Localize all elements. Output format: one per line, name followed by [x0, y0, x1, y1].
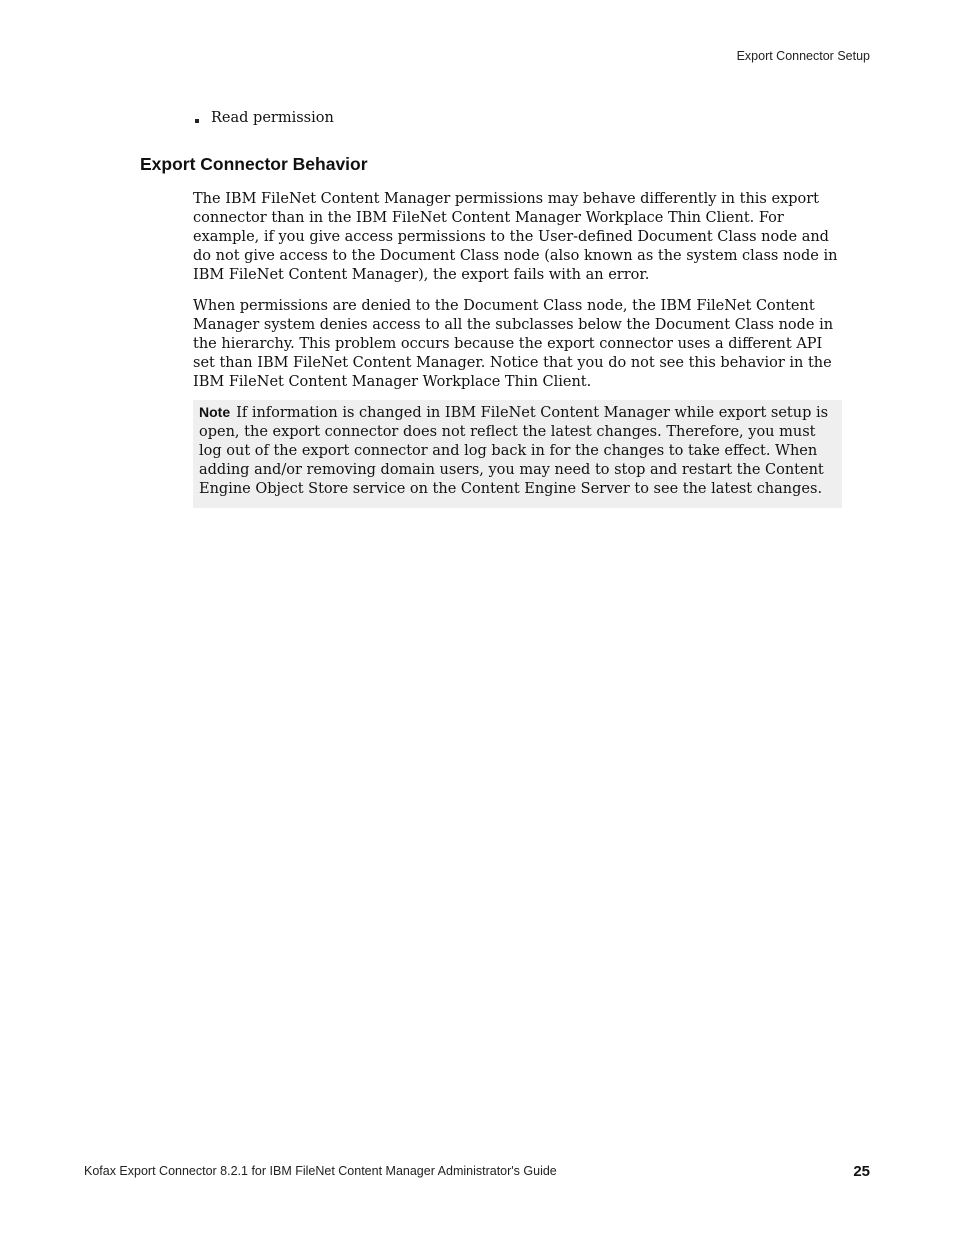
- bullet-square-icon: [195, 119, 199, 123]
- list-item-text: Read permission: [211, 110, 334, 126]
- note-label: Note: [199, 404, 231, 420]
- footer-document-title: Kofax Export Connector 8.2.1 for IBM FileNet Content Manager Administrator's Guide: [84, 1164, 557, 1178]
- paragraph-permissions-behavior: The IBM FileNet Content Manager permissions may behave differently in this export connector than in the IBM FileNet Content Manager Workplace Thin Client. For example, if you give access permissions to the User-defined Document Class node and do not give access to the Document Class node (also known as the system class node in IBM FileNet Content Manager), the export fails with an error.: [193, 191, 838, 283]
- page-number: 25: [853, 1163, 870, 1180]
- list-item: [193, 110, 334, 126]
- note-text: If information is changed in IBM FileNet Content Manager while export setup is open, the export connector does not reflect the latest changes. Therefore, you must log out of the export connector and log back in for the changes to take effect. When adding and/or removing domain users, you may need to stop and restart the Content Engine Object Store service on the Content Engine Server to see the latest changes.: [199, 405, 829, 497]
- bullet-list: [193, 110, 334, 126]
- paragraph-permissions-denied: When permissions are denied to the Document Class node, the IBM FileNet Content Manager system denies access to all the subclasses below the Document Class node in the hierarchy. This problem occurs because the export connector uses a different API set than IBM FileNet Content Manager. Notice that you do not see this behavior in the IBM FileNet Content Manager Workplace Thin Client.: [193, 298, 834, 390]
- section-heading: Export Connector Behavior: [140, 154, 368, 174]
- running-header: Export Connector Setup: [736, 49, 870, 63]
- note-box: [193, 400, 842, 508]
